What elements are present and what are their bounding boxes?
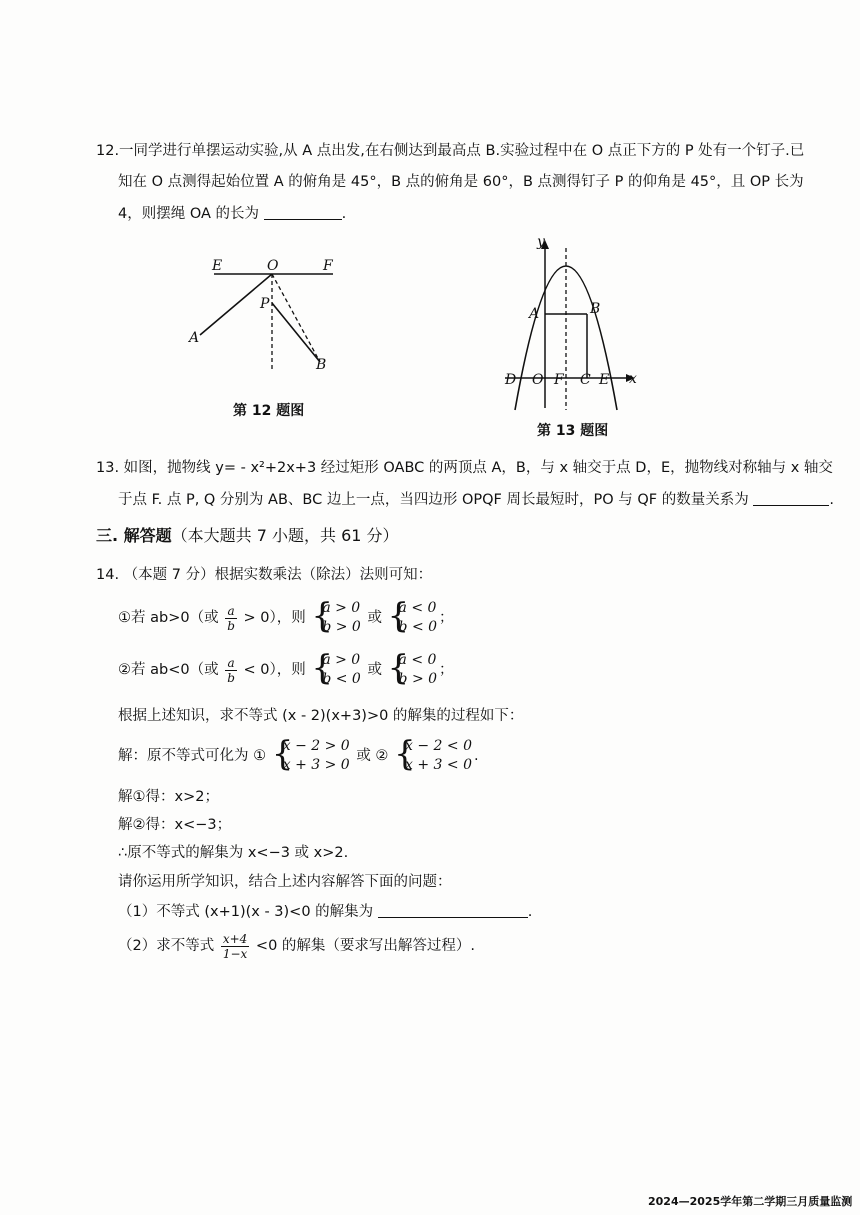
fig12-label-B: B — [316, 357, 327, 373]
q14-rule1-semicolon: ； — [439, 610, 454, 626]
q14-step1: 解①得：x>2； — [118, 789, 219, 805]
q13-answer-blank[interactable] — [753, 489, 829, 506]
fig13-label-C: C — [580, 372, 591, 388]
fig13-label-B: B — [590, 301, 601, 317]
q14-sol-sys1-row1: x − 2 > 0 — [282, 738, 350, 754]
q14-part2-frac-num: x+4 — [222, 931, 248, 946]
q14-rule2-sysA-row2: b < 0 — [322, 671, 361, 687]
q14-rule2-frac-num: a — [225, 656, 237, 671]
q14-rule1-sysB-row1: a < 0 — [398, 600, 437, 616]
q14-rule2-or: 或 — [367, 662, 382, 678]
fig12-label-F: F — [323, 258, 333, 274]
q14-rule1-prefix: ①若 ab>0（或 — [118, 610, 219, 626]
q14-solution — [118, 733, 479, 779]
section3-title: 三. 解答题 — [96, 526, 172, 545]
fig13-label-y: y — [537, 234, 545, 250]
q13-line1: 13. 如图，抛物线 y= - x²+2x+3 经过矩形 OABC 的两顶点 A，B，与 x 轴交于点 D，E，抛物线对称轴与 x 轴交 — [96, 460, 833, 476]
q14-sol-sys2-row1: x − 2 < 0 — [405, 738, 473, 754]
q14-rule2-frac-den: b — [227, 670, 235, 685]
q14-rule1-frac-den: b — [227, 618, 235, 633]
q14-rule1-system-a: { a > 0 b > 0 — [311, 596, 361, 636]
q14-rule2 — [118, 647, 454, 693]
q14-rule2-mid: < 0），则 — [243, 662, 306, 678]
fig13-label-F: F — [554, 372, 564, 388]
q14-rule2-sysB-row1: a < 0 — [398, 652, 437, 668]
q12-line2: 知在 O 点测得起始位置 A 的俯角是 45°，B 点的俯角是 60°，B 点测得钉子 P 的仰角是 45°，且 OP 长为 — [118, 174, 804, 190]
q14-rule2-prefix: ②若 ab<0（或 — [118, 662, 219, 678]
fig13-caption: 第 13 题图 — [537, 423, 609, 439]
section3-note: （本大题共 7 小题，共 61 分） — [171, 526, 399, 545]
q14-part2-suffix: <0 的解集（要求写出解答过程）. — [255, 938, 476, 954]
fig13-label-E: E — [599, 372, 610, 388]
q14-solution-end: . — [474, 748, 479, 764]
q14-rule1-system-b: { a < 0 b < 0 — [387, 596, 438, 636]
fig13-label-D: D — [505, 372, 517, 388]
q14-solution-system1: { x − 2 > 0 x + 3 > 0 — [271, 734, 350, 774]
q14-step2: 解②得：x<−3； — [118, 817, 232, 833]
q12-line3-text: 4，则摆绳 OA 的长为 — [118, 206, 260, 222]
fig12-label-E: E — [212, 258, 223, 274]
fig12-label-O: O — [267, 258, 279, 274]
q12-answer-blank[interactable] — [264, 203, 342, 220]
q14-apply: 请你运用所学知识，结合上述内容解答下面的问题： — [118, 874, 452, 890]
figure-12 — [180, 250, 350, 390]
q14-rule1 — [118, 595, 454, 641]
q14-rule2-semicolon: ； — [439, 662, 454, 678]
q14-part1-text: （1）不等式 (x+1)(x - 3)<0 的解集为 — [118, 904, 374, 920]
q14-part2-fraction — [221, 932, 249, 961]
q14-part2 — [118, 926, 475, 966]
fig13-label-x: x — [629, 371, 637, 387]
q14-rule1-sysA-row2: b > 0 — [322, 619, 361, 635]
fig12-caption: 第 12 题图 — [233, 403, 305, 419]
q14-part2-frac-den: 1−x — [222, 946, 248, 961]
q14-part1-end: . — [527, 904, 533, 920]
q14-rule1-fraction — [225, 604, 237, 633]
q14-rule1-or: 或 — [367, 610, 382, 626]
q14-rule2-system-a: { a > 0 b < 0 — [311, 648, 361, 688]
q12-line3 — [118, 203, 346, 224]
q14-solution-or: 或 ② — [356, 748, 389, 764]
q13-line2 — [118, 489, 834, 510]
fig12-dashed-OB — [272, 274, 320, 362]
figure-13 — [495, 232, 645, 414]
q12-end: . — [341, 206, 347, 222]
q14-rule2-sysA-row1: a > 0 — [322, 652, 361, 668]
q14-part1 — [118, 901, 532, 922]
q13-line2-text: 于点 F. 点 P, Q 分别为 AB、BC 边上一点，当四边形 OPQF 周长最短时，PO 与 QF 的数量关系为 — [118, 492, 749, 508]
q14-rule2-system-b: { a < 0 b > 0 — [387, 648, 438, 688]
q14-rule1-mid: > 0），则 — [243, 610, 306, 626]
fig12-rope-PB — [272, 303, 320, 362]
q14-rule2-fraction — [225, 656, 237, 685]
q14-sol-sys2-row2: x + 3 < 0 — [405, 757, 473, 773]
q14-rule2-sysB-row2: b > 0 — [398, 671, 438, 687]
q14-part1-answer-blank[interactable] — [378, 901, 528, 918]
fig12-label-P: P — [260, 296, 270, 312]
section3-header — [96, 525, 399, 547]
q14-solution-system2: { x − 2 < 0 x + 3 < 0 — [394, 734, 473, 774]
q14-rule1-frac-num: a — [225, 604, 237, 619]
q13-end: . — [829, 492, 834, 508]
q14-part2-prefix: （2）求不等式 — [118, 938, 215, 954]
q14-rule1-sysB-row2: b < 0 — [398, 619, 438, 635]
q14-sol-sys1-row2: x + 3 > 0 — [282, 757, 350, 773]
q12-line1: 12.一同学进行单摆运动实验,从 A 点出发,在右侧达到最高点 B.实验过程中在 O 点正下方的 P 处有一个钉子.已 — [96, 143, 805, 159]
q14-solution-prefix: 解：原不等式可化为 ① — [118, 748, 267, 764]
q14-process: 根据上述知识，求不等式 (x - 2)(x+3)>0 的解集的过程如下： — [118, 708, 524, 724]
fig13-label-O: O — [532, 372, 544, 388]
fig13-label-A: A — [529, 306, 540, 322]
q14-conclusion: ∴原不等式的解集为 x<−3 或 x>2. — [118, 845, 349, 861]
page-footer: 2024—2025学年第二学期三月质量监测 — [648, 1195, 853, 1208]
fig12-label-A: A — [189, 330, 200, 346]
q14-rule1-sysA-row1: a > 0 — [322, 600, 361, 616]
q14-intro: 14. （本题 7 分）根据实数乘法（除法）法则可知： — [96, 567, 433, 583]
